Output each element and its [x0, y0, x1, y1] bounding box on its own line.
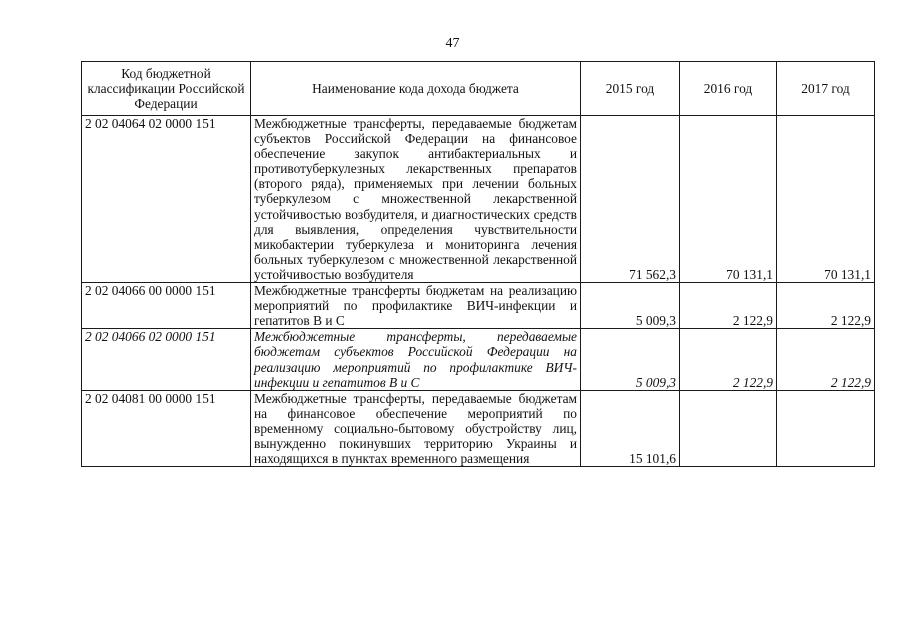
row-value-2017: 2 122,9	[777, 283, 875, 329]
row-value-2015: 5 009,3	[581, 329, 680, 390]
row-value-2017: 2 122,9	[777, 329, 875, 390]
header-2016: 2016 год	[680, 62, 777, 116]
row-name: Межбюджетные трансферты, передаваемые бюджетам субъектов Российской Федерации на реализацию мероприятий по профилактике ВИЧ-инфекции и гепатитов В и С	[251, 329, 581, 390]
row-value-2016: 2 122,9	[680, 283, 777, 329]
table-row	[82, 329, 875, 390]
row-value-2016	[680, 390, 777, 466]
row-value-2015: 5 009,3	[581, 283, 680, 329]
row-value-2015: 71 562,3	[581, 116, 680, 283]
row-value-2015: 15 101,6	[581, 390, 680, 466]
table-row	[82, 283, 875, 329]
row-value-2017: 70 131,1	[777, 116, 875, 283]
header-name: Наименование кода дохода бюджета	[251, 62, 581, 116]
row-value-2016: 2 122,9	[680, 329, 777, 390]
row-code: 2 02 04066 02 0000 151	[82, 329, 251, 390]
row-code: 2 02 04081 00 0000 151	[82, 390, 251, 466]
row-name: Межбюджетные трансферты, передаваемые бюджетам на финансовое обеспечение мероприятий по временному социально-бытовому обустройству лиц, вынужденно покинувших территорию Украины и находящихся в пунктах временного размещения	[251, 390, 581, 466]
header-2017: 2017 год	[777, 62, 875, 116]
row-value-2017	[777, 390, 875, 466]
row-value-2016: 70 131,1	[680, 116, 777, 283]
page-number: 47	[445, 36, 460, 51]
header-2015: 2015 год	[581, 62, 680, 116]
header-code: Код бюджетной классификации Российской Федерации	[82, 62, 251, 116]
row-code: 2 02 04066 00 0000 151	[82, 283, 251, 329]
budget-revenue-table	[81, 61, 875, 467]
table-header-row	[82, 62, 875, 116]
row-name: Межбюджетные трансферты, передаваемые бюджетам субъектов Российской Федерации на финансовое обеспечение закупок антибактериальных и противотуберкулезных лекарственных препаратов (второго ряда), применяемых при лечении больных туберкулезом с множественной лекарственной устойчивостью возбудителя, и диагностических средств для выявления, определения чувствительности микобактерии туберкулеза и мониторинга лечения больных туберкулезом с множественной лекарственной устойчивостью возбудителя	[251, 116, 581, 283]
table-row	[82, 390, 875, 466]
table-row	[82, 116, 875, 283]
row-code: 2 02 04064 02 0000 151	[82, 116, 251, 283]
row-name: Межбюджетные трансферты бюджетам на реализацию мероприятий по профилактике ВИЧ-инфекции и гепатитов В и С	[251, 283, 581, 329]
